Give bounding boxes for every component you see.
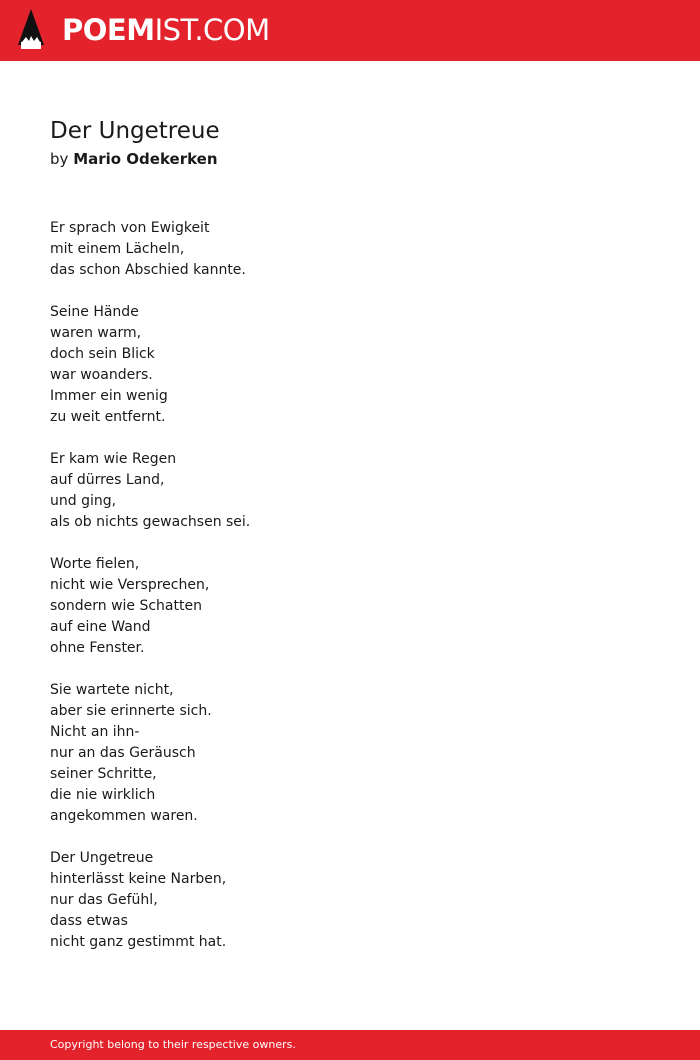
pencil-icon[interactable] [18,9,44,51]
poem-line: Sie wartete nicht, [50,682,174,698]
poem-line: als ob nichts gewachsen sei. [50,514,251,530]
poem-body [50,218,650,974]
poem-line: war woanders. [50,367,153,383]
stanza [50,449,650,533]
stanza [50,302,650,428]
stanza [50,554,650,659]
poem-line: aber sie erinnerte sich. [50,703,212,719]
stanza [50,680,650,827]
poem-line: die nie wirklich [50,787,156,803]
poem-line: nur das Gefühl, [50,892,158,908]
poem-line: sondern wie Schatten [50,598,202,614]
poem-line: angekommen waren. [50,808,198,824]
poem-line: Seine Hände [50,304,139,320]
by-label: by [50,150,69,168]
poem-line: Er kam wie Regen [50,451,177,467]
poem-line: Der Ungetreue [50,850,154,866]
poem-line: auf eine Wand [50,619,151,635]
poem-line: hinterlässt keine Narben, [50,871,227,887]
poem-line: nicht ganz gestimmt hat. [50,934,227,950]
poem-line: Er sprach von Ewigkeit [50,220,210,236]
logo-light-text: IST.COM [154,13,270,47]
poem-line: ohne Fenster. [50,640,145,656]
byline [50,149,218,169]
poem-line: dass etwas [50,913,128,929]
site-footer [0,1030,700,1060]
poem-line: Immer ein wenig [50,388,168,404]
poem-line: waren warm, [50,325,142,341]
poem-line: das schon Abschied kannte. [50,262,246,278]
logo-bold-text: POEM [62,13,155,47]
author-name: Mario Odekerken [73,150,218,168]
poem-title: Der Ungetreue [50,118,220,144]
poem-line: nur an das Geräusch [50,745,196,761]
site-header [0,0,700,61]
poem-line: Worte fielen, [50,556,140,572]
site-logo[interactable] [62,12,270,48]
poem-line: und ging, [50,493,117,509]
poem-line: nicht wie Versprechen, [50,577,210,593]
poem-line: mit einem Lächeln, [50,241,185,257]
poem-line: doch sein Blick [50,346,155,362]
poem-line: zu weit entfernt. [50,409,166,425]
poem-line: Nicht an ihn- [50,724,140,740]
poem-line: auf dürres Land, [50,472,165,488]
stanza [50,848,650,953]
copyright-text: Copyright belong to their respective owners. [50,1038,296,1051]
stanza [50,218,650,281]
poem-line: seiner Schritte, [50,766,157,782]
